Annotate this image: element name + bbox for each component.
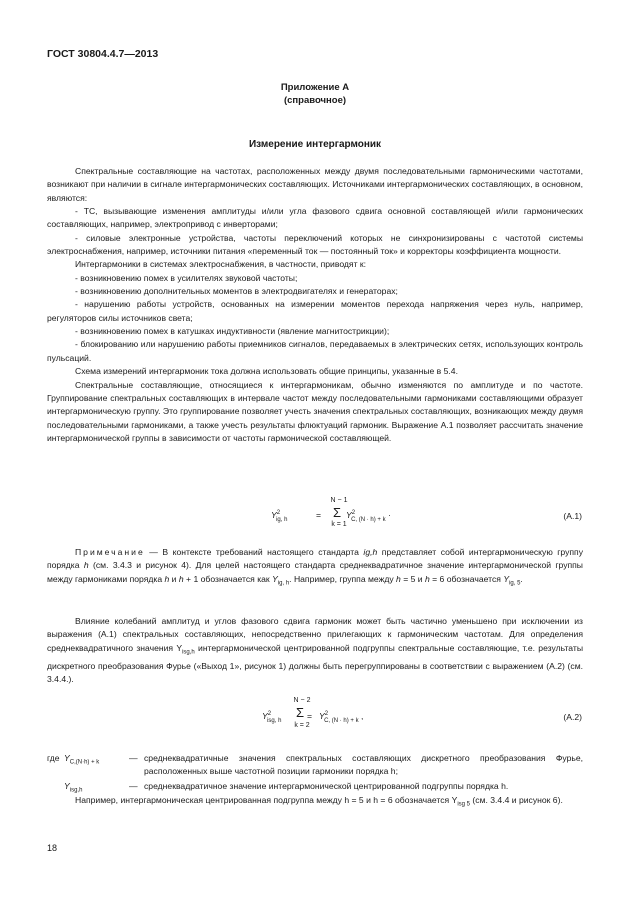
- body-text-bottom: [47, 794, 583, 812]
- paragraph: Влияние колебаний амплитуд и углов фазового сдвига гармоник может быть частично уменьшено при исключении из выражения (А.1) спектральных составляющих, непосредственно прилегающих к гармоническим частотам. Для определения среднеквадратичного значения $Y_{isg,h}$ интергармонической центрированной подгруппы спектральные составляющие, т.е. результаты дискретного преобразования Фурье («Выход 1», рисунок 1) должны быть перегруппированы в соответствии с выражением (А.2) (см. 3.4.4.).: [47, 616, 583, 685]
- sum-upper-limit: N − 2: [293, 697, 311, 704]
- paragraph: - возникновению помех в усилителях звуковой частоты;: [75, 272, 298, 283]
- body-text-top: [47, 165, 583, 445]
- paragraph: - ТС, вызывающие изменения амплитуды и/или угла фазового сдвига основной составляющей и/или гармонических составляющих, например, электропривод с инверторами;: [47, 206, 583, 230]
- paragraph: Интергармоники в системах электроснабжения, в частности, приводят к:: [75, 259, 367, 270]
- equation-number: (А.2): [563, 712, 582, 722]
- legend-where: где: [47, 753, 60, 763]
- formula-term: $Y^2_{C, (N \cdot h) + k}$ ·: [346, 510, 391, 523]
- formula-term: $Y^2_{C, (N \cdot h) + k}$ ,: [319, 711, 364, 724]
- paragraph: - возникновению дополнительных моментов в электродвигателях и генераторах;: [75, 286, 398, 297]
- paragraph: - блокированию или нарушению работы приемников сигналов, передаваемых в электрических сетях, использующих контроль пульсаций.: [47, 339, 583, 363]
- formula-lhs: $Y^2_{isg, h}$: [262, 711, 282, 724]
- standard-header: ГОСТ 30804.4.7—2013: [47, 48, 159, 60]
- sum-lower-limit: k = 2: [294, 722, 310, 729]
- sum-sigma: Σ: [333, 505, 342, 520]
- legend-text: среднеквадратичное значение интергармонической центрированной подгруппы порядка h.: [144, 781, 509, 791]
- appendix-title: Приложение А: [280, 82, 350, 93]
- sum-upper-limit: N − 1: [330, 497, 348, 504]
- paragraph: - возникновению помех в катушках индуктивности (явление магнитострикции);: [75, 326, 390, 337]
- legend-symbol: $Y_{isg,h}$: [64, 781, 83, 794]
- equation-number: (А.1): [563, 511, 582, 521]
- sum-sigma: Σ: [296, 705, 305, 720]
- paragraph: Спектральные составляющие на частотах, расположенных между двумя последовательными гармоническими частотами, возникают при наличии в сигнале интергармонических составляющих. Источниками интергармонических составляющих, в основном, являются:: [47, 166, 583, 203]
- equals-sign: =: [316, 510, 322, 520]
- paragraph: - силовые электронные устройства, частоты переключений которых не синхронизированы с частотой системы электроснабжения, например, источники питания «переменный ток — постоянный ток» и корректоры коэффициента мощности.: [47, 232, 583, 257]
- note-label: Примечание: [75, 547, 145, 557]
- sum-lower-limit: k = 1: [331, 521, 347, 528]
- paragraph: Схема измерений интергармоник тока должна использовать общие принципы, указанные в 5.4.: [75, 366, 458, 377]
- appendix-subtitle: (справочное): [283, 95, 347, 106]
- paragraph: Спектральные составляющие, относящиеся к интергармоникам, обычно изменяются по амплитуде и по частоте. Группирование спектральных составляющих в интервале частот между последовательными гармониками составляющими образует интергармоническую группу. Это группирование позволяет учесть значения спектральных составляющих, возникающих между двумя последовательными гармониками, а также учесть результаты флюктуаций гармоник. Выражение А.1 позволяет рассчитать значение интергармонической группы в зависимости от частоты гармонической составляющей.: [47, 379, 583, 443]
- legend-text: среднеквадратичные значения спектральных составляющих дискретного преобразования Фурье, расположенных выше частотной позиции гармоники порядка h;: [144, 753, 583, 777]
- body-text-middle: [47, 615, 583, 686]
- equals-sign: =: [307, 711, 313, 721]
- paragraph: Например, интергармоническая центрированная подгруппа между h = 5 и h = 6 обозначается $Y_{isg 5}$ (см. 3.4.4 и рисунок 6).: [75, 795, 563, 808]
- note-block: Примечание — В контексте требований настоящего стандарта ig,h представляет собой интергармоническую группу порядка h (см. 3.4.3 и рисунок 4). Для целей настоящего стандарта среднеквадратичное значение интергармонической группы между гармониками порядка h и h + 1 обозначается как $Y_{ig, h}$. Например, группа между h = 5 и h = 6 обозначается $Y_{ig, 5}$.: [47, 547, 583, 587]
- legend-dash: —: [129, 753, 138, 763]
- legend-dash: —: [129, 781, 138, 791]
- legend-symbol: $Y_{C,(N\cdot h) + k}$: [64, 753, 100, 766]
- page-number: 18: [47, 843, 58, 853]
- section-title: Измерение интергармоник: [248, 139, 382, 150]
- formula-lhs: $Y^2_{ig, h}$: [271, 510, 288, 523]
- paragraph: - нарушению работы устройств, основанных на измерении моментов перехода напряжения через нуль, например, регуляторов силы источников света;: [47, 299, 583, 323]
